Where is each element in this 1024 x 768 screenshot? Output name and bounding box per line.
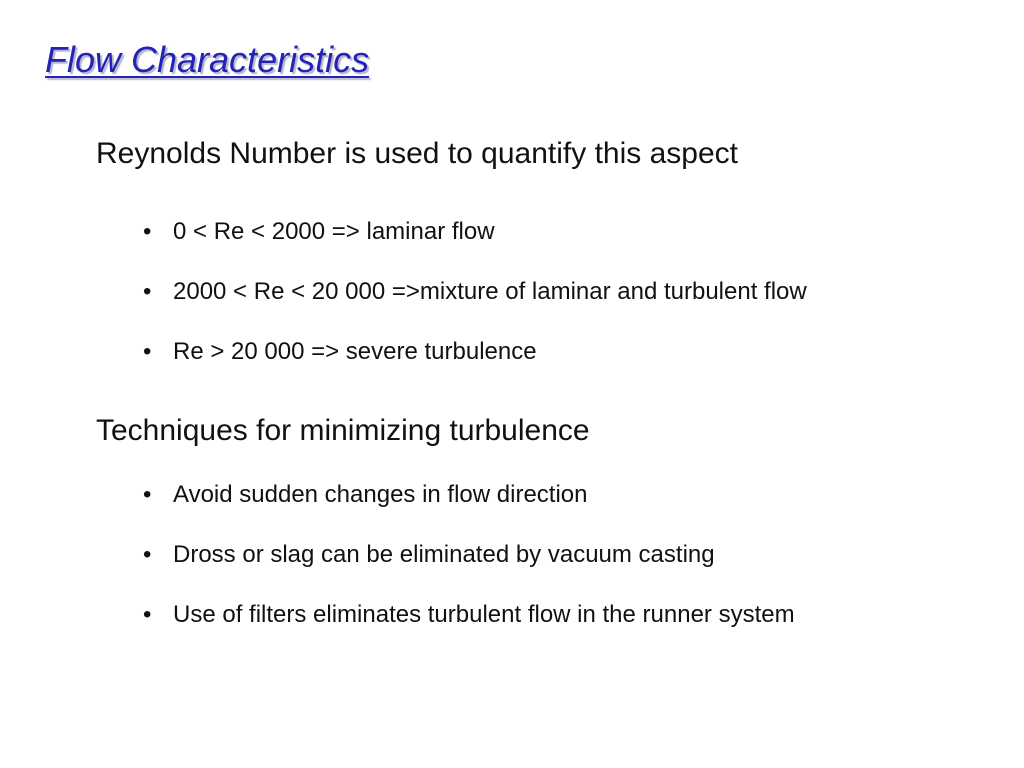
bullet-icon: • — [143, 278, 152, 305]
list-item — [143, 218, 807, 246]
list-item-text: 2000 < Re < 20 000 =>mixture of laminar and turbulent flow — [173, 278, 807, 305]
bullet-icon: • — [143, 601, 152, 628]
section-heading-techniques: Techniques for minimizing turbulence — [96, 414, 590, 447]
list-item — [143, 481, 795, 509]
list-item-text: 0 < Re < 2000 => laminar flow — [173, 218, 495, 245]
bullet-list-techniques — [143, 481, 795, 661]
bullet-icon: • — [143, 218, 152, 245]
bullet-icon: • — [143, 481, 152, 508]
list-item — [143, 338, 807, 366]
list-item-text: Use of filters eliminates turbulent flow in the runner system — [173, 601, 795, 628]
bullet-icon: • — [143, 541, 152, 568]
section-heading-reynolds: Reynolds Number is used to quantify this aspect — [96, 137, 738, 170]
list-item — [143, 541, 795, 569]
slide-title: Flow Characteristics — [45, 39, 370, 80]
list-item-text: Avoid sudden changes in flow direction — [173, 481, 588, 508]
list-item-text: Re > 20 000 => severe turbulence — [173, 338, 537, 365]
bullet-icon: • — [143, 338, 152, 365]
list-item — [143, 601, 795, 629]
bullet-list-reynolds — [143, 218, 807, 398]
list-item — [143, 278, 807, 306]
list-item-text: Dross or slag can be eliminated by vacuum casting — [173, 541, 715, 568]
